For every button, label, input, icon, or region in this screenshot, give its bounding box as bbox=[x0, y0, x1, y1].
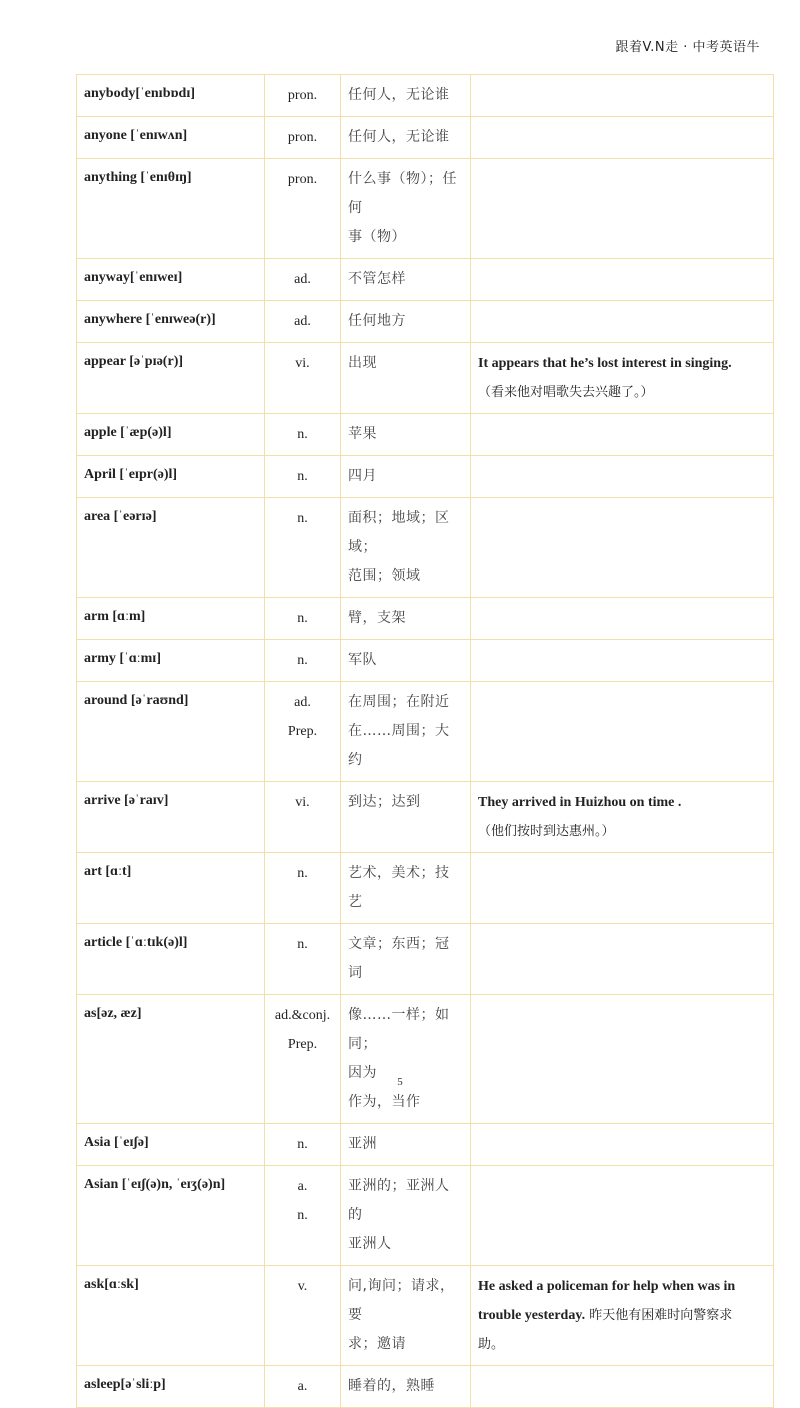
part-of-speech: n. bbox=[297, 511, 308, 526]
table-row bbox=[77, 853, 774, 924]
table-row bbox=[77, 498, 774, 598]
part-of-speech-cell bbox=[265, 853, 341, 924]
meaning-cell bbox=[341, 995, 471, 1124]
meaning-cell bbox=[341, 414, 471, 456]
table-row bbox=[77, 924, 774, 995]
example-line bbox=[478, 378, 766, 407]
word-cell: apple [ˈæp(ə)l] bbox=[77, 414, 265, 456]
meaning-line: 出现 bbox=[348, 355, 377, 371]
meaning-cell bbox=[341, 301, 471, 343]
part-of-speech: n. bbox=[297, 427, 308, 442]
part-of-speech: Prep. bbox=[287, 1037, 318, 1052]
part-of-speech-cell bbox=[265, 995, 341, 1124]
part-of-speech-cell bbox=[265, 343, 341, 414]
table-row bbox=[77, 159, 774, 259]
part-of-speech: vi. bbox=[295, 356, 310, 371]
example-cell bbox=[471, 682, 774, 782]
meaning-line: 因为 bbox=[348, 1065, 377, 1081]
part-of-speech-cell bbox=[265, 456, 341, 498]
part-of-speech: n. bbox=[297, 1208, 308, 1223]
word-cell: anyone [ˈenɪwʌn] bbox=[77, 117, 265, 159]
meaning-cell bbox=[341, 853, 471, 924]
word-cell: anyway[ˈenɪweɪ] bbox=[77, 259, 265, 301]
meaning-line: 求；邀请 bbox=[348, 1336, 406, 1352]
example-cell bbox=[471, 1266, 774, 1366]
meaning-line: 任何人，无论谁 bbox=[348, 129, 450, 145]
word-cell: Asia [ˈeɪʃə] bbox=[77, 1124, 265, 1166]
part-of-speech-cell bbox=[265, 782, 341, 853]
meaning-line: 范围；领域 bbox=[348, 568, 421, 584]
table-row bbox=[77, 1266, 774, 1366]
part-of-speech: n. bbox=[297, 937, 308, 952]
example-cell bbox=[471, 456, 774, 498]
table-row bbox=[77, 598, 774, 640]
example-cell bbox=[471, 414, 774, 456]
example-cell bbox=[471, 782, 774, 853]
part-of-speech-cell bbox=[265, 159, 341, 259]
example-cell bbox=[471, 853, 774, 924]
word-cell: appear [əˈpɪə(r)] bbox=[77, 343, 265, 414]
page-number: 5 bbox=[397, 1076, 403, 1088]
meaning-line: 在周围；在附近 bbox=[348, 694, 450, 710]
meaning-line: 亚洲人 bbox=[348, 1236, 392, 1252]
part-of-speech-cell bbox=[265, 1266, 341, 1366]
table-row bbox=[77, 995, 774, 1124]
meaning-line: 文章；东西；冠词 bbox=[348, 936, 450, 981]
part-of-speech-cell bbox=[265, 1366, 341, 1408]
example-cell bbox=[471, 1166, 774, 1266]
table-row bbox=[77, 1124, 774, 1166]
meaning-cell bbox=[341, 1366, 471, 1408]
part-of-speech-cell bbox=[265, 75, 341, 117]
meaning-line: 任何地方 bbox=[348, 313, 406, 329]
meaning-line: 作为，当作 bbox=[348, 1094, 421, 1110]
example-cell bbox=[471, 159, 774, 259]
word-cell: area [ˈeərɪə] bbox=[77, 498, 265, 598]
word-cell: April [ˈeɪpr(ə)l] bbox=[77, 456, 265, 498]
word-cell: anywhere [ˈenɪweə(r)] bbox=[77, 301, 265, 343]
word-cell: ask[ɑːsk] bbox=[77, 1266, 265, 1366]
table-row bbox=[77, 682, 774, 782]
meaning-line: 到达；达到 bbox=[348, 794, 421, 810]
part-of-speech-cell bbox=[265, 640, 341, 682]
word-cell: army [ˈɑːmɪ] bbox=[77, 640, 265, 682]
meaning-cell bbox=[341, 259, 471, 301]
meaning-line: 亚洲 bbox=[348, 1136, 377, 1152]
part-of-speech: pron. bbox=[287, 172, 318, 187]
part-of-speech-cell bbox=[265, 924, 341, 995]
table-row bbox=[77, 343, 774, 414]
meaning-line: 在……周围；大约 bbox=[348, 723, 450, 768]
meaning-cell bbox=[341, 456, 471, 498]
meaning-line: 面积；地域；区域； bbox=[348, 510, 450, 555]
example-cell bbox=[471, 598, 774, 640]
word-cell: Asian [ˈeɪʃ(ə)n, ˈeɪʒ(ə)n] bbox=[77, 1166, 265, 1266]
page-header: 跟着V.N走 · 中考英语牛 bbox=[615, 40, 760, 55]
example-line bbox=[478, 788, 766, 817]
part-of-speech-cell bbox=[265, 682, 341, 782]
meaning-cell bbox=[341, 598, 471, 640]
meaning-line: 睡着的，熟睡 bbox=[348, 1378, 435, 1394]
example-cell bbox=[471, 1366, 774, 1408]
part-of-speech-cell bbox=[265, 117, 341, 159]
part-of-speech: n. bbox=[297, 469, 308, 484]
table-row bbox=[77, 259, 774, 301]
word-cell: asleep[əˈsliːp] bbox=[77, 1366, 265, 1408]
meaning-cell bbox=[341, 640, 471, 682]
part-of-speech: ad.&conj. bbox=[274, 1008, 331, 1023]
word-cell: anybody[ˈenɪbɒdɪ] bbox=[77, 75, 265, 117]
vocabulary-table-body bbox=[77, 75, 774, 1408]
part-of-speech-cell bbox=[265, 259, 341, 301]
part-of-speech: pron. bbox=[287, 88, 318, 103]
part-of-speech-cell bbox=[265, 1124, 341, 1166]
part-of-speech-cell bbox=[265, 1166, 341, 1266]
word-cell: arrive [əˈraɪv] bbox=[77, 782, 265, 853]
part-of-speech-cell bbox=[265, 598, 341, 640]
part-of-speech: a. bbox=[297, 1379, 308, 1394]
example-cell bbox=[471, 343, 774, 414]
example-translation: （看来他对唱歌失去兴趣了。） bbox=[478, 385, 654, 400]
meaning-cell bbox=[341, 782, 471, 853]
table-row bbox=[77, 414, 774, 456]
table-row bbox=[77, 75, 774, 117]
example-cell bbox=[471, 301, 774, 343]
example-cell bbox=[471, 1124, 774, 1166]
part-of-speech-cell bbox=[265, 414, 341, 456]
part-of-speech: Prep. bbox=[287, 724, 318, 739]
example-translation: 助。 bbox=[478, 1337, 505, 1352]
part-of-speech-cell bbox=[265, 301, 341, 343]
part-of-speech: vi. bbox=[295, 795, 310, 810]
example-english: He asked a policeman for help when was in bbox=[478, 1279, 736, 1294]
vocabulary-table bbox=[76, 74, 774, 1408]
example-cell bbox=[471, 259, 774, 301]
meaning-line: 臂，支架 bbox=[348, 610, 406, 626]
table-row bbox=[77, 640, 774, 682]
example-line bbox=[478, 1330, 766, 1359]
word-cell: as[əz, æz] bbox=[77, 995, 265, 1124]
example-cell bbox=[471, 117, 774, 159]
part-of-speech: n. bbox=[297, 866, 308, 881]
meaning-line: 艺术，美术；技艺 bbox=[348, 865, 450, 910]
example-line bbox=[478, 1272, 766, 1301]
meaning-line: 任何人，无论谁 bbox=[348, 87, 450, 103]
word-cell: art [ɑːt] bbox=[77, 853, 265, 924]
meaning-cell bbox=[341, 498, 471, 598]
meaning-line: 问,询问；请求，要 bbox=[348, 1278, 455, 1323]
example-cell bbox=[471, 498, 774, 598]
part-of-speech: n. bbox=[297, 611, 308, 626]
part-of-speech: ad. bbox=[294, 695, 311, 710]
example-translation: （他们按时到达惠州。） bbox=[478, 824, 615, 839]
example-cell bbox=[471, 995, 774, 1124]
meaning-line: 像……一样；如同； bbox=[348, 1007, 450, 1052]
example-cell bbox=[471, 924, 774, 995]
meaning-line: 不管怎样 bbox=[348, 271, 406, 287]
meaning-cell bbox=[341, 924, 471, 995]
table-row bbox=[77, 117, 774, 159]
table-row bbox=[77, 456, 774, 498]
table-row bbox=[77, 1166, 774, 1266]
part-of-speech-cell bbox=[265, 498, 341, 598]
meaning-cell bbox=[341, 75, 471, 117]
meaning-line: 军队 bbox=[348, 652, 377, 668]
example-translation: 昨天他有困难时向警察求 bbox=[585, 1308, 733, 1323]
part-of-speech: ad. bbox=[294, 314, 311, 329]
part-of-speech: pron. bbox=[287, 130, 318, 145]
example-line bbox=[478, 349, 766, 378]
example-english: trouble yesterday. bbox=[478, 1308, 586, 1323]
part-of-speech: n. bbox=[297, 1137, 308, 1152]
part-of-speech: ad. bbox=[294, 272, 311, 287]
part-of-speech: a. bbox=[297, 1179, 308, 1194]
meaning-cell bbox=[341, 343, 471, 414]
word-cell: anything [ˈenɪθɪŋ] bbox=[77, 159, 265, 259]
word-cell: around [əˈraʊnd] bbox=[77, 682, 265, 782]
table-row bbox=[77, 782, 774, 853]
meaning-cell bbox=[341, 1266, 471, 1366]
meaning-cell bbox=[341, 1166, 471, 1266]
meaning-line: 亚洲的；亚洲人的 bbox=[348, 1178, 450, 1223]
part-of-speech: v. bbox=[297, 1279, 308, 1294]
word-cell: arm [ɑːm] bbox=[77, 598, 265, 640]
meaning-cell bbox=[341, 159, 471, 259]
example-line bbox=[478, 817, 766, 846]
part-of-speech: n. bbox=[297, 653, 308, 668]
example-line bbox=[478, 1301, 766, 1330]
example-cell bbox=[471, 75, 774, 117]
example-english: It appears that he’s lost interest in singing. bbox=[478, 356, 732, 371]
meaning-cell bbox=[341, 682, 471, 782]
meaning-cell bbox=[341, 1124, 471, 1166]
table-row bbox=[77, 301, 774, 343]
meaning-cell bbox=[341, 117, 471, 159]
word-cell: article [ˈɑːtɪk(ə)l] bbox=[77, 924, 265, 995]
example-cell bbox=[471, 640, 774, 682]
example-english: They arrived in Huizhou on time . bbox=[478, 795, 682, 810]
meaning-line: 苹果 bbox=[348, 426, 377, 442]
meaning-line: 什么事（物）；任何 bbox=[348, 171, 457, 216]
meaning-line: 事（物） bbox=[348, 229, 406, 245]
table-row bbox=[77, 1366, 774, 1408]
meaning-line: 四月 bbox=[348, 468, 377, 484]
